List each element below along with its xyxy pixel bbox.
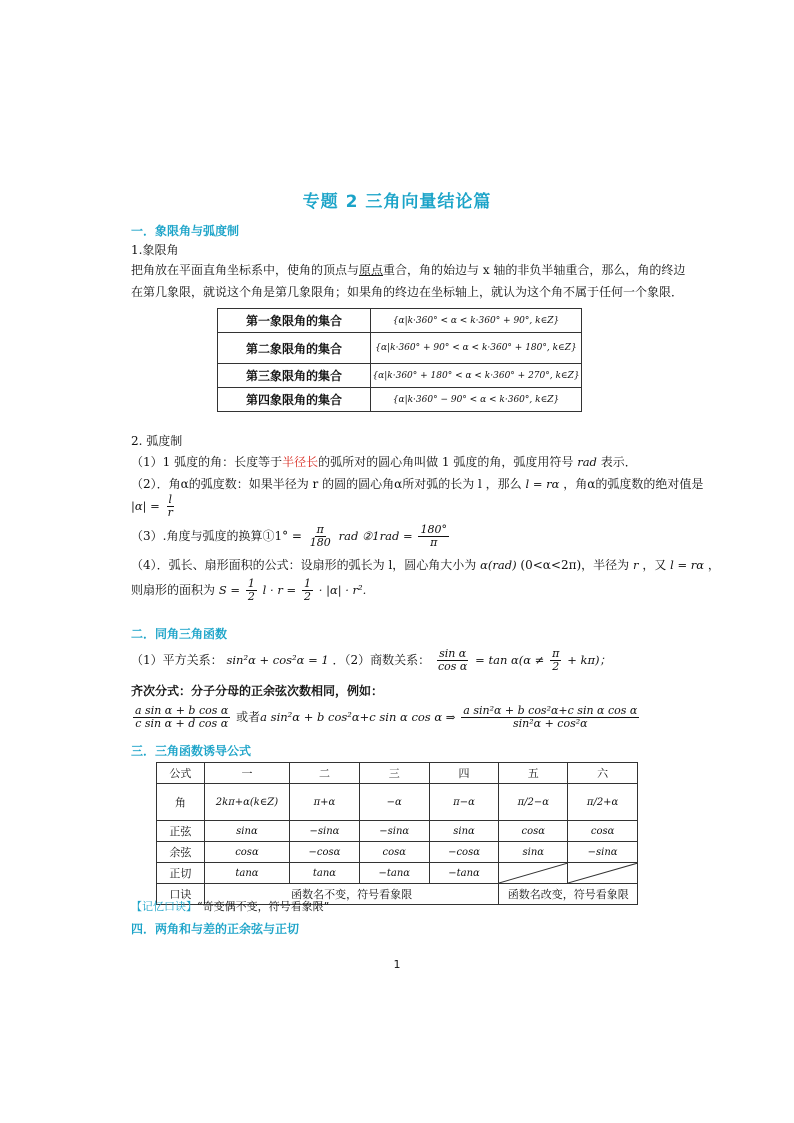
paragraph-quadrant-2: 在第几象限，就说这个角是第几象限角；如果角的终边在坐标轴上，就认为这个角不属于任何一个象限．	[131, 285, 684, 299]
cell: −sinα	[359, 821, 429, 842]
cell: π−α	[429, 784, 499, 821]
math: |α| =	[131, 499, 160, 513]
fraction	[302, 578, 313, 603]
table-row	[157, 763, 638, 784]
quadrant-table	[217, 308, 582, 412]
row-label: 正切	[157, 863, 205, 884]
text: （4）．弧长、扇形面积的公式：设扇形的弧长为 l，圆心角大小为	[131, 558, 477, 572]
denominator: r	[167, 506, 173, 519]
quadrant-set: {α|k·360° − 90° < α < k·360°, k∈Z}	[371, 388, 582, 412]
cell: π/2+α	[568, 784, 638, 821]
text: 则扇形的面积为	[131, 583, 216, 597]
text: （3）.角度与弧度的换算①1° =	[131, 529, 302, 543]
radian-def-2	[131, 476, 703, 492]
numerator: sin α	[439, 647, 467, 660]
text: (0<α<2π)，半径为	[520, 558, 630, 572]
sector-formula-1	[131, 557, 720, 573]
cell: −cosα	[290, 842, 360, 863]
math: S =	[218, 583, 241, 597]
cell: sinα	[499, 842, 568, 863]
cell: −tanα	[359, 863, 429, 884]
numerator: l	[168, 493, 173, 506]
empty-diagonal-cell	[568, 863, 638, 884]
text-highlight: 半径长	[282, 455, 319, 469]
header-cell: 二	[290, 763, 360, 784]
fraction	[308, 524, 333, 549]
numerator: 180°	[420, 523, 447, 536]
cell: 2kπ+α(k∈Z)	[204, 784, 289, 821]
denominator: π	[430, 536, 438, 549]
fraction	[550, 648, 561, 673]
cell: tanα	[204, 863, 289, 884]
cell: −α	[359, 784, 429, 821]
table-row	[218, 388, 582, 412]
text: 把角放在平面直角坐标系中，使角的顶点与	[131, 263, 360, 277]
cell: cosα	[568, 821, 638, 842]
cell: 函数名不变，符号看象限	[204, 884, 499, 905]
fraction	[436, 648, 469, 673]
diagonal-line	[499, 863, 568, 883]
numerator: a sin α + b cos α	[135, 704, 229, 717]
text: ，角α的弧度数的绝对值是	[563, 477, 704, 491]
homogeneous-intro: 齐次分式：分子分母的正余弦次数相同，例如：	[131, 684, 384, 698]
identity-line	[131, 648, 611, 673]
math: l · r =	[262, 583, 297, 597]
math: r	[632, 558, 639, 572]
radian-def-1	[131, 454, 637, 470]
memory-rhyme	[131, 899, 329, 915]
math: + kπ)；	[567, 653, 612, 667]
numerator: 1	[303, 577, 311, 590]
empty-diagonal-cell	[499, 863, 568, 884]
sector-formula-2	[131, 578, 366, 603]
denominator: cos α	[437, 660, 468, 673]
quadrant-set: {α|k·360° < α < k·360° + 90°, k∈Z}	[371, 309, 582, 333]
quadrant-label: 第三象限角的集合	[218, 364, 371, 388]
fraction	[133, 705, 230, 730]
cell: −tanα	[429, 863, 499, 884]
cell: 函数名改变，符号看象限	[499, 884, 638, 905]
fraction	[166, 494, 175, 519]
denominator: 2	[552, 660, 560, 673]
cell: cosα	[499, 821, 568, 842]
header-cell: 一	[204, 763, 289, 784]
table-row	[218, 364, 582, 388]
text: 表示．	[600, 455, 637, 469]
quadrant-label: 第四象限角的集合	[218, 388, 371, 412]
text: ，	[707, 558, 720, 572]
table-row	[157, 784, 638, 821]
math: · |α| · r².	[318, 583, 367, 597]
cell: cosα	[204, 842, 289, 863]
denominator: 2	[303, 590, 311, 603]
numerator: a sin²α + b cos²α+c sin α cos α	[463, 704, 638, 717]
page-title: 专题 2 三角向量结论篇	[302, 192, 492, 212]
memo-label: 【记忆口诀】	[131, 900, 197, 913]
radian-abs	[131, 494, 177, 519]
math: α(rad)	[480, 558, 517, 572]
math: l = rα	[670, 558, 705, 572]
text: 重合，角的始边与 x 轴的非负半轴重合，那么，角的终边	[383, 263, 686, 277]
math: sin²α + cos²α = 1	[226, 653, 329, 667]
table-row	[157, 863, 638, 884]
numerator: π	[552, 647, 560, 660]
radian-conversion	[131, 524, 451, 549]
row-label: 正弦	[157, 821, 205, 842]
paragraph-quadrant-1	[131, 262, 685, 278]
header-cell: 五	[499, 763, 568, 784]
row-label: 余弦	[157, 842, 205, 863]
fraction	[461, 705, 639, 730]
text: 或者	[236, 710, 261, 724]
cell: tanα	[290, 863, 360, 884]
table-row	[218, 333, 582, 364]
denominator: 2	[247, 590, 255, 603]
cell: −sinα	[290, 821, 360, 842]
text: 的弧所对的圆心角叫做 1 弧度的角，弧度用符号	[318, 455, 574, 469]
fraction	[246, 578, 257, 603]
cell: sinα	[429, 821, 499, 842]
cell: −cosα	[429, 842, 499, 863]
math: rad ②1rad =	[338, 529, 413, 543]
induction-table	[156, 762, 638, 905]
row-label: 角	[157, 784, 205, 821]
quadrant-set: {α|k·360° + 180° < α < k·360° + 270°, k∈Z}	[371, 364, 582, 388]
cell: cosα	[359, 842, 429, 863]
section-heading-3: 三．三角函数诱导公式	[131, 744, 252, 758]
fraction	[418, 524, 449, 549]
text-underlined: 原点	[359, 263, 384, 277]
math: = tan α(α ≠	[475, 653, 545, 667]
math: l = rα	[525, 477, 560, 491]
quadrant-label: 第二象限角的集合	[218, 333, 371, 364]
section-heading-2: 二．同角三角函数	[131, 627, 228, 641]
numerator: π	[316, 523, 324, 536]
table-row	[157, 821, 638, 842]
section-heading-1: 一．象限角与弧度制	[131, 224, 240, 238]
cell: π+α	[290, 784, 360, 821]
text: （1）1 弧度的角：长度等于	[131, 455, 283, 469]
denominator: c sin α + d cos α	[135, 717, 229, 730]
numerator: 1	[247, 577, 255, 590]
cell: −sinα	[568, 842, 638, 863]
math: rad	[577, 455, 597, 469]
memo-text: “奇变偶不变，符号看象限”	[197, 900, 330, 913]
diagonal-line	[568, 863, 638, 883]
table-row	[157, 842, 638, 863]
subheading-radian: 2. 弧度制	[131, 434, 183, 448]
header-cell: 公式	[157, 763, 205, 784]
row-label: 口诀	[157, 884, 205, 905]
denominator: sin²α + cos²α	[513, 717, 588, 730]
text: ．（2）商数关系：	[332, 653, 431, 667]
homogeneous-example	[131, 705, 641, 730]
quadrant-label: 第一象限角的集合	[218, 309, 371, 333]
text: （1）平方关系：	[131, 653, 223, 667]
denominator: 180	[309, 536, 331, 549]
header-cell: 三	[359, 763, 429, 784]
text: ，又	[642, 558, 667, 572]
subheading-quadrant: 1.象限角	[131, 243, 179, 257]
math: a sin²α + b cos²α+c sin α cos α ⇒	[260, 710, 456, 724]
page-number: 1	[393, 958, 401, 971]
table-row	[218, 309, 582, 333]
cell: sinα	[204, 821, 289, 842]
quadrant-set: {α|k·360° + 90° < α < k·360° + 180°, k∈Z}	[371, 333, 582, 364]
cell: π/2−α	[499, 784, 568, 821]
header-cell: 六	[568, 763, 638, 784]
section-heading-4: 四．两角和与差的正余弦与正切	[131, 922, 300, 936]
text: （2）．角α的弧度数：如果半径为 r 的圆的圆心角α所对弧的长为 l ，那么	[131, 477, 522, 491]
header-cell: 四	[429, 763, 499, 784]
